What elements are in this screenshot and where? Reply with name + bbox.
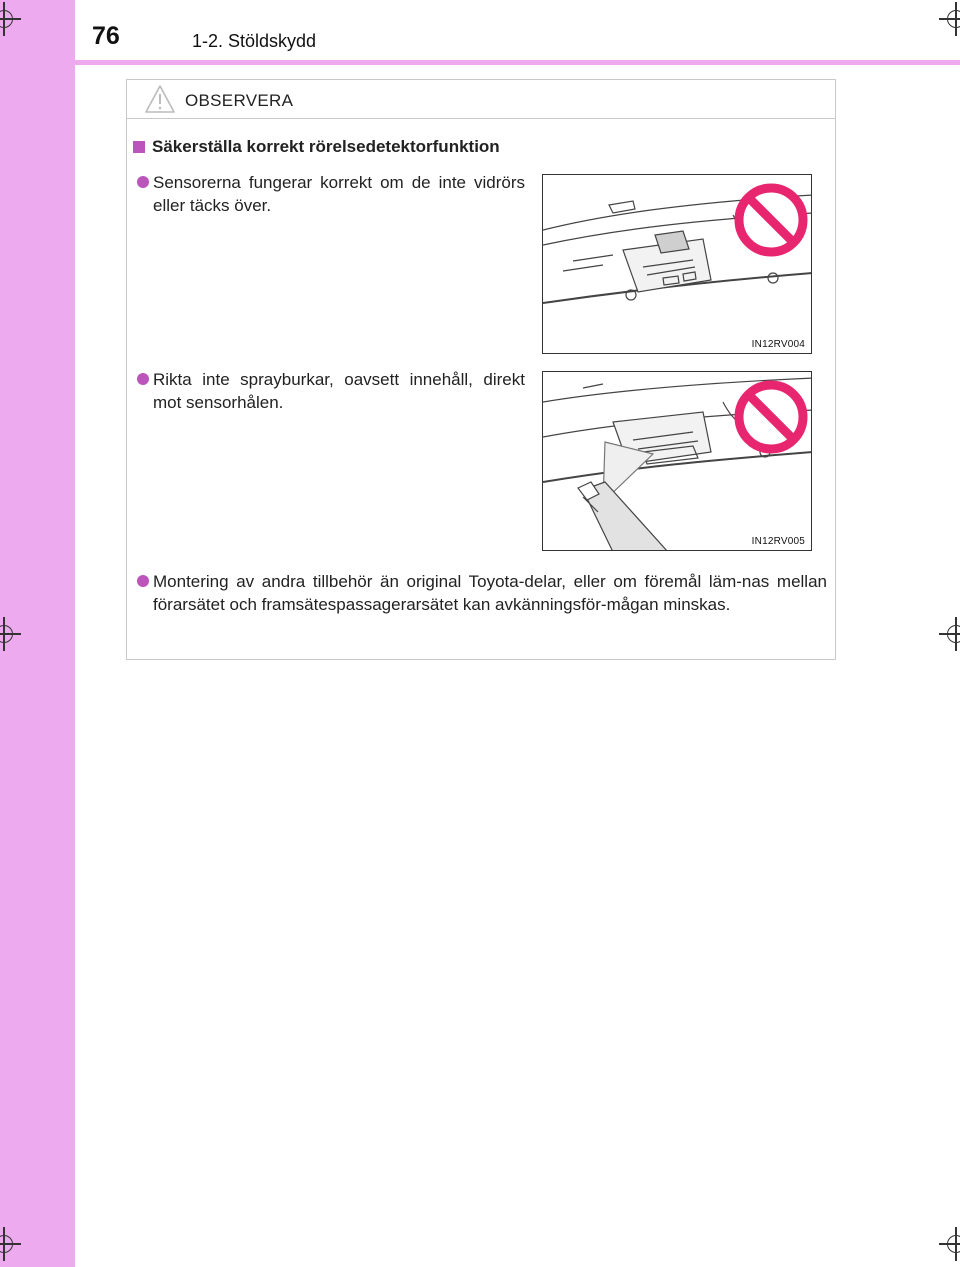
list-item	[137, 570, 827, 616]
list-item	[137, 368, 525, 414]
registration-mark-icon	[0, 2, 21, 36]
sub-heading	[133, 137, 500, 157]
figure-code: IN12RV005	[751, 536, 805, 547]
prohibition-sign-icon	[733, 182, 809, 258]
bullet-dot-icon	[137, 176, 149, 188]
header-line	[75, 60, 960, 65]
notice-box	[126, 79, 836, 660]
warning-triangle-icon	[144, 84, 176, 114]
registration-mark-icon	[0, 1227, 21, 1261]
list-item-text: Sensorerna fungerar korrekt om de inte vidrörs eller täcks över.	[153, 173, 525, 215]
notice-title: OBSERVERA	[185, 91, 294, 110]
sub-heading-text: Säkerställa korrekt rörelsedetektorfunktion	[152, 137, 500, 156]
figure-code: IN12RV004	[751, 339, 805, 350]
registration-mark-icon	[939, 1227, 960, 1261]
prohibition-sign-icon	[733, 379, 809, 455]
list-item-text: Montering av andra tillbehör än original Toyota-delar, eller om föremål läm-nas mellan förarsätet och framsätespassagerarsätet kan avkänningsför-mågan minskas.	[153, 572, 827, 614]
notice-header	[127, 80, 835, 119]
page-number: 76	[92, 22, 120, 50]
registration-mark-icon	[939, 2, 960, 36]
list-item-text: Rikta inte sprayburkar, oavsett innehåll, direkt mot sensorhålen.	[153, 370, 525, 412]
bullet-dot-icon	[137, 373, 149, 385]
registration-mark-icon	[0, 617, 21, 651]
figure-spray-can	[542, 371, 812, 551]
bullet-dot-icon	[137, 575, 149, 587]
list-item	[137, 171, 525, 217]
registration-mark-icon	[939, 617, 960, 651]
section-title: 1-2. Stöldskydd	[192, 31, 317, 51]
square-bullet-icon	[133, 141, 145, 153]
figure-sensor-touch	[542, 174, 812, 354]
